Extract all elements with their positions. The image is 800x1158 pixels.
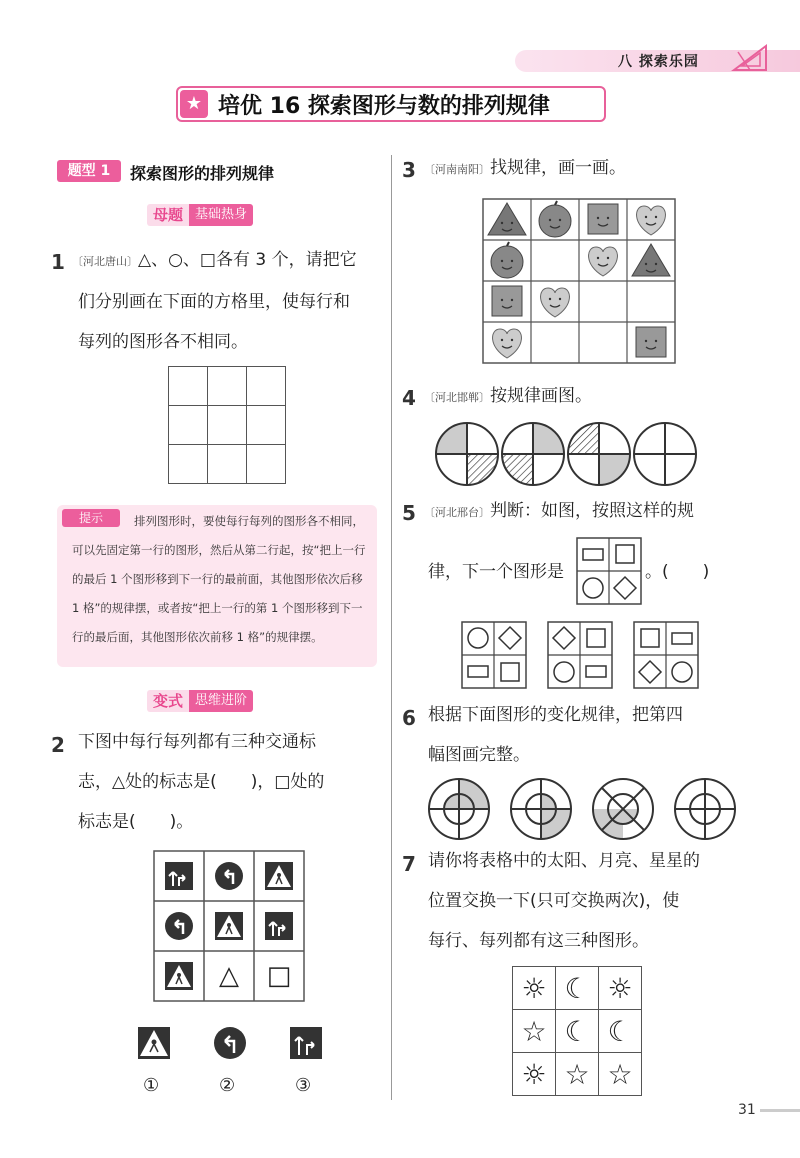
page-number: 31	[738, 1102, 756, 1118]
sun-icon[interactable]: ☼	[513, 967, 556, 1010]
star-icon[interactable]: ☆	[556, 1053, 599, 1096]
sun-icon[interactable]: ☼	[599, 967, 642, 1010]
q4-text	[424, 376, 592, 418]
q6-number: 6	[402, 706, 416, 730]
q3-number: 3	[402, 158, 416, 182]
square-mark: □	[266, 961, 292, 991]
turn-sign-icon	[215, 862, 243, 890]
hint-label: 提示	[62, 509, 120, 527]
square-face-icon	[636, 327, 666, 357]
option-2[interactable]: ②	[219, 1075, 236, 1096]
q1-line2: 们分别画在下面的方格里，使每行和	[78, 292, 350, 312]
ruler-icon	[730, 42, 770, 74]
q2-line2: 志，△处的标志是( )，□处的	[78, 772, 325, 792]
quarter-circle-1	[436, 423, 498, 485]
q6-text	[428, 695, 788, 775]
crossing-sign-icon	[215, 912, 243, 940]
q1-number: 1	[51, 250, 65, 274]
square-face-icon	[492, 286, 522, 316]
star-icon: ★	[180, 90, 208, 118]
q2-option-signs	[136, 1025, 326, 1061]
q2-traffic-grid	[153, 850, 305, 1002]
quarter-circle-3	[568, 423, 630, 485]
moon-icon[interactable]: ☾	[556, 1010, 599, 1053]
q6-circle-sequence	[426, 776, 738, 842]
q4-line: 按规律画图。	[490, 386, 592, 406]
lane-sign-icon	[165, 862, 193, 890]
quarter-circle-2	[502, 423, 564, 485]
q7-number: 7	[402, 852, 416, 876]
q2-option-labels	[143, 1075, 333, 1096]
q5-line1: 判断：如图，按照这样的规	[490, 501, 694, 521]
choice-c[interactable]	[634, 622, 698, 688]
q4-circle-sequence	[434, 420, 698, 488]
tag-variant-b: 思维进阶	[189, 690, 253, 712]
option-1[interactable]: ①	[143, 1075, 160, 1096]
q5-source: 〔河北邢台〕	[424, 506, 490, 519]
q5-choices	[461, 621, 699, 689]
q7-line2: 位置交换一下(只可交换两次)，使	[428, 891, 680, 911]
hint-text: 排列图形时，要使每行每列的图形各不相同，可以先固定第一行的图形，然后从第二行起，按“把上一行的最后 1 个图形移到下一行的最前面，其他图形依次后移 1 格”的规律摆，或者按“把上一行的第 1 个图形移到下一行的最后面，其他图形依次前移 1 格”的规律摆。	[72, 514, 366, 644]
crossing-sign-icon	[138, 1027, 170, 1059]
q5-sample-figure	[576, 537, 642, 605]
q5-number: 5	[402, 501, 416, 525]
lane-sign-icon	[290, 1027, 322, 1059]
q4-source: 〔河北邯郸〕	[424, 391, 490, 404]
tag-variant-a: 变式	[147, 690, 189, 712]
q1-answer-grid[interactable]	[168, 366, 286, 484]
q1-text	[72, 240, 387, 362]
q3-line: 找规律，画一画。	[490, 158, 626, 178]
q2-text	[78, 722, 388, 842]
star-icon[interactable]: ☆	[513, 1010, 556, 1053]
page-title: 培优 16 探索图形与数的排列规律	[218, 94, 550, 119]
q3-text	[424, 148, 626, 190]
q6-line2: 幅图画完整。	[428, 745, 530, 765]
lane-sign-icon	[265, 912, 293, 940]
q7-line1: 请你将表格中的太阳、月亮、星星的	[428, 851, 700, 871]
tag-mother	[147, 204, 253, 228]
quarter-circle-blank[interactable]	[634, 423, 696, 485]
turn-sign-icon	[214, 1027, 246, 1059]
q1-source: 〔河北唐山〕	[72, 255, 138, 268]
q6-line1: 根据下面图形的变化规律，把第四	[428, 705, 683, 725]
moon-icon[interactable]: ☾	[599, 1010, 642, 1053]
tag-mother-a: 母题	[147, 204, 189, 226]
choice-a[interactable]	[462, 622, 526, 688]
crossing-sign-icon	[165, 962, 193, 990]
sun-icon[interactable]: ☼	[513, 1053, 556, 1096]
section-title: 探索图形的排列规律	[130, 164, 275, 183]
q1-line1: △、○、□各有 3 个，请把它	[138, 250, 357, 270]
chapter-title: 八 探索乐园	[618, 54, 699, 70]
target-circle-1	[429, 779, 489, 839]
moon-icon[interactable]: ☾	[556, 967, 599, 1010]
q5-line2a: 律，下一个图形是	[428, 562, 564, 582]
crossing-sign-icon	[265, 862, 293, 890]
section-label: 题型 1	[57, 160, 121, 182]
q5-line2b[interactable]: 。( )	[645, 562, 710, 582]
square-face-icon	[588, 204, 618, 234]
tag-mother-b: 基础热身	[189, 204, 253, 226]
column-divider	[391, 155, 392, 1100]
option-3[interactable]: ③	[295, 1075, 312, 1096]
tag-variant	[147, 690, 253, 714]
star-icon[interactable]: ☆	[599, 1053, 642, 1096]
page-bar	[760, 1109, 800, 1112]
q7-text	[428, 841, 788, 961]
choice-b[interactable]	[548, 622, 612, 688]
q2-line3: 标志是( )。	[78, 812, 194, 832]
q7-line3: 每行、每列都有这三种图形。	[428, 931, 649, 951]
turn-sign-icon	[165, 912, 193, 940]
q2-line1: 下图中每行每列都有三种交通标	[78, 732, 316, 752]
q3-pattern-grid	[482, 198, 676, 364]
target-circle-2	[511, 779, 571, 839]
target-circle-3	[593, 779, 653, 839]
q3-source: 〔河南南阳〕	[424, 163, 490, 176]
q7-symbol-grid	[512, 966, 642, 1096]
q1-line3: 每列的图形各不相同。	[78, 332, 248, 352]
triangle-mark: △	[219, 961, 239, 991]
target-circle-blank[interactable]	[675, 779, 735, 839]
q4-number: 4	[402, 386, 416, 410]
q2-number: 2	[51, 733, 65, 757]
q5-text	[424, 491, 794, 533]
